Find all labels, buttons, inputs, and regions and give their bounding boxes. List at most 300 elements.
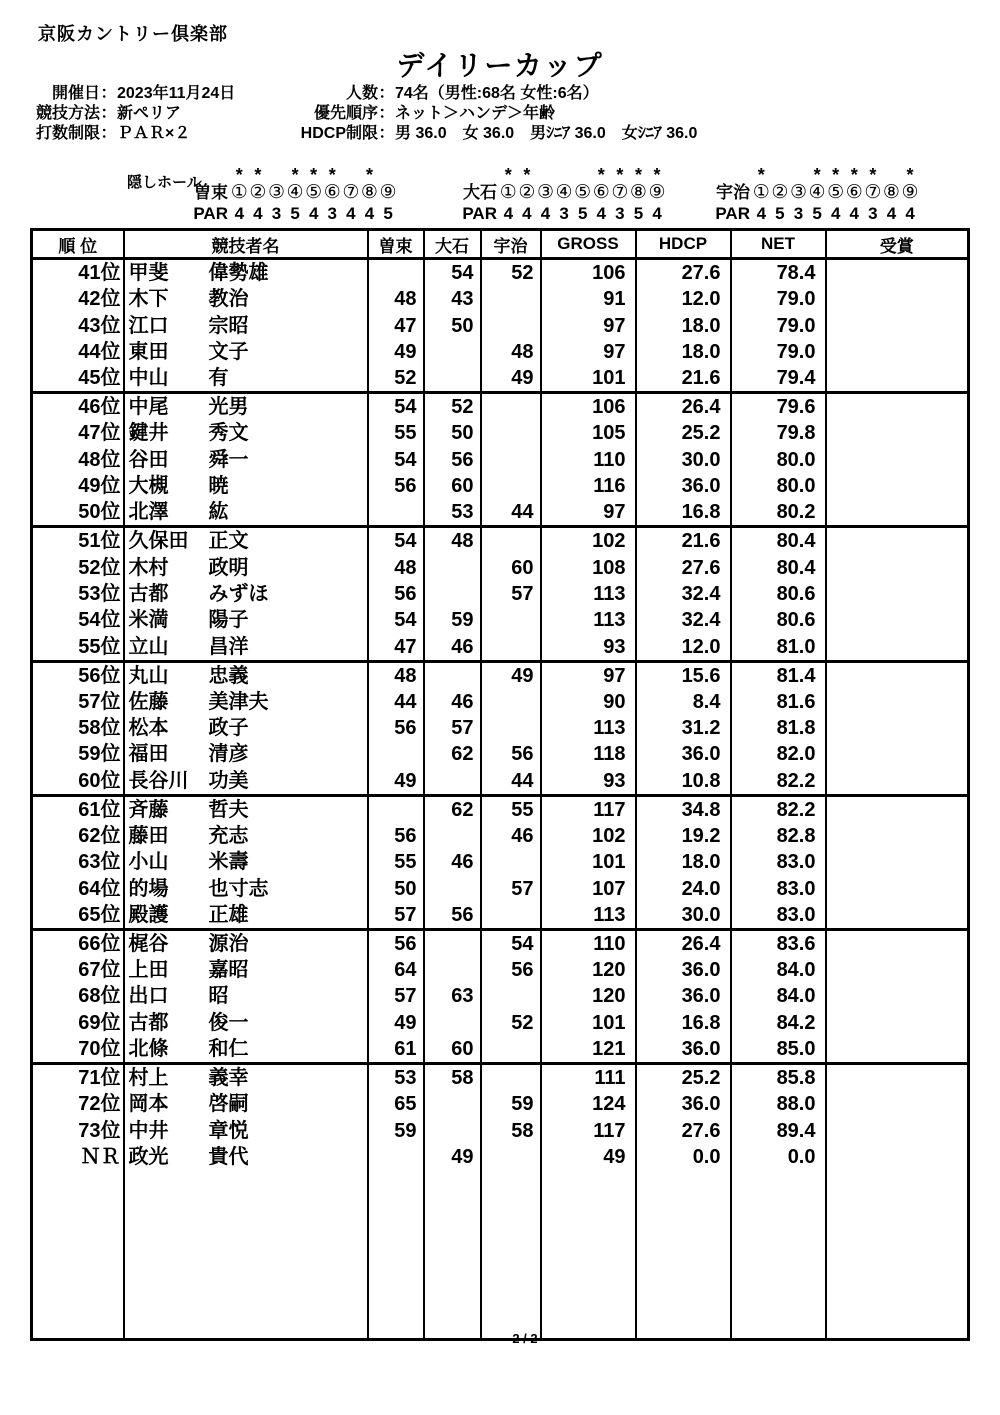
rank-cell: 52位	[32, 554, 124, 580]
hole-circle: ⑨	[379, 182, 397, 203]
award-cell	[826, 1091, 969, 1117]
oishi-score-cell: 54	[424, 259, 481, 287]
table-row	[32, 420, 969, 446]
table-header	[32, 230, 969, 259]
par-cell: 4	[253, 204, 263, 223]
table-row	[32, 1064, 969, 1092]
hdcp-cell: 16.8	[636, 1010, 731, 1036]
net-cell: 88.0	[731, 1091, 826, 1117]
hdcp-cell: 36.0	[636, 983, 731, 1009]
uji-score-cell	[481, 634, 541, 662]
uji-score-cell: 56	[481, 741, 541, 767]
gross-cell: 110	[541, 929, 636, 957]
oishi-score-cell: 58	[424, 1064, 481, 1092]
net-cell: 80.4	[731, 554, 826, 580]
page-title: デイリーカップ	[396, 50, 604, 81]
hdcp-cell: 36.0	[636, 473, 731, 499]
hole-circle: ⑨	[648, 182, 666, 203]
info-block-left	[30, 84, 235, 144]
gross-cell: 93	[541, 768, 636, 796]
table-row	[32, 849, 969, 875]
par-cell: 5	[383, 204, 393, 223]
hdcp-cell: 27.6	[636, 554, 731, 580]
info-value: ＰＡＲ×２	[117, 125, 191, 142]
hole-number-row	[698, 182, 919, 203]
gross-cell: 116	[541, 473, 636, 499]
hdcp-cell: 36.0	[636, 1091, 731, 1117]
net-cell: 0.0	[731, 1144, 826, 1170]
hole-circle: ⑦	[611, 182, 629, 203]
hdcp-cell: 8.4	[636, 689, 731, 715]
info-label: 競技方法	[35, 105, 100, 122]
hdcp-cell: 31.2	[636, 715, 731, 741]
table-row	[32, 286, 969, 312]
gross-cell: 101	[541, 849, 636, 875]
uji-score-cell: 60	[481, 554, 541, 580]
soto-score-cell: 56	[368, 823, 424, 849]
gross-cell: 113	[541, 715, 636, 741]
player-name-cell: 上田 嘉昭	[124, 957, 368, 983]
uji-score-cell: 52	[481, 259, 541, 287]
info-line-stroke-limit	[30, 124, 235, 144]
player-name-cell: 鍵井 秀文	[124, 420, 368, 446]
award-cell	[826, 447, 969, 473]
table-row	[32, 527, 969, 555]
soto-score-cell: 65	[368, 1091, 424, 1117]
col-header-award: 受賞	[826, 230, 969, 259]
award-cell	[826, 741, 969, 767]
hdcp-cell: 12.0	[636, 286, 731, 312]
net-cell: 84.0	[731, 957, 826, 983]
uji-score-cell: 44	[481, 768, 541, 796]
rank-cell: 42位	[32, 286, 124, 312]
net-cell: 83.0	[731, 849, 826, 875]
net-cell: 81.0	[731, 634, 826, 662]
oishi-score-cell	[424, 875, 481, 901]
award-cell	[826, 634, 969, 662]
rank-cell: 71位	[32, 1064, 124, 1092]
award-cell	[826, 286, 969, 312]
oishi-score-cell	[424, 661, 481, 689]
uji-score-cell	[481, 983, 541, 1009]
star-row	[445, 165, 666, 185]
info-value: 74名（男性:68名 女性:6名）	[395, 85, 599, 102]
table-row	[32, 795, 969, 823]
course-name-label: 大石	[463, 183, 497, 202]
award-cell	[826, 1036, 969, 1064]
table-row	[32, 554, 969, 580]
star-row	[698, 165, 919, 185]
award-cell	[826, 1117, 969, 1143]
soto-score-cell: 48	[368, 554, 424, 580]
net-cell: 85.0	[731, 1036, 826, 1064]
net-cell: 80.6	[731, 581, 826, 607]
soto-score-cell	[368, 1144, 424, 1170]
par-cell: 4	[346, 204, 356, 223]
rank-cell: 46位	[32, 393, 124, 421]
hole-number-row	[445, 182, 666, 203]
rank-cell: 72位	[32, 1091, 124, 1117]
oishi-score-cell: 56	[424, 447, 481, 473]
hidden-holes-label: 隠しホール	[127, 174, 202, 191]
oishi-score-cell	[424, 957, 481, 983]
player-name-cell: 古都 みずほ	[124, 581, 368, 607]
rank-group	[32, 1064, 969, 1340]
uji-score-cell	[481, 715, 541, 741]
award-cell	[826, 929, 969, 957]
player-name-cell: 中山 有	[124, 365, 368, 393]
gross-cell: 101	[541, 365, 636, 393]
player-name-cell: 米満 陽子	[124, 607, 368, 633]
player-name-cell: 中井 章悦	[124, 1117, 368, 1143]
soto-score-cell: 54	[368, 527, 424, 555]
soto-score-cell: 44	[368, 689, 424, 715]
rank-cell: 49位	[32, 473, 124, 499]
par-cell: 3	[271, 204, 282, 223]
star-cell	[379, 166, 398, 182]
info-block-right	[278, 84, 697, 144]
rank-cell: 51位	[32, 527, 124, 555]
hdcp-cell: 12.0	[636, 634, 731, 662]
info-label: 開催日	[51, 85, 100, 102]
info-label: HDCP制限	[300, 125, 378, 142]
table-row	[32, 1091, 969, 1117]
par-row	[698, 203, 919, 224]
empty-cell	[124, 1170, 368, 1339]
uji-score-cell: 49	[481, 365, 541, 393]
uji-score-cell: 58	[481, 1117, 541, 1143]
rank-cell: 53位	[32, 581, 124, 607]
net-cell: 79.6	[731, 393, 826, 421]
hdcp-cell: 0.0	[636, 1144, 731, 1170]
soto-score-cell: 48	[368, 286, 424, 312]
empty-cell	[481, 1170, 541, 1339]
hdcp-cell: 32.4	[636, 607, 731, 633]
uji-score-cell: 49	[481, 661, 541, 689]
page-number: 2 / 2	[512, 1331, 538, 1346]
gross-cell: 113	[541, 902, 636, 930]
player-name-cell: 松本 政子	[124, 715, 368, 741]
uji-score-cell: 48	[481, 339, 541, 365]
gross-cell: 101	[541, 1010, 636, 1036]
gross-cell: 121	[541, 1036, 636, 1064]
player-name-cell: 殿護 正雄	[124, 902, 368, 930]
soto-score-cell	[368, 741, 424, 767]
empty-cell	[826, 1170, 969, 1339]
uji-score-cell: 57	[481, 875, 541, 901]
rank-cell: 73位	[32, 1117, 124, 1143]
hdcp-cell: 26.4	[636, 929, 731, 957]
table-row	[32, 1144, 969, 1170]
table-row	[32, 259, 969, 287]
soto-score-cell: 50	[368, 875, 424, 901]
course-name-label: 曽束	[194, 183, 228, 202]
net-cell: 80.6	[731, 607, 826, 633]
net-cell: 83.6	[731, 929, 826, 957]
rank-cell: 67位	[32, 957, 124, 983]
soto-score-cell: 55	[368, 420, 424, 446]
rank-cell: 54位	[32, 607, 124, 633]
gross-cell: 91	[541, 286, 636, 312]
soto-score-cell: 53	[368, 1064, 424, 1092]
net-cell: 79.0	[731, 339, 826, 365]
net-cell: 85.8	[731, 1064, 826, 1092]
par-cell: 4	[308, 204, 319, 223]
oishi-score-cell: 50	[424, 420, 481, 446]
uji-score-cell: 54	[481, 929, 541, 957]
empty-cell	[731, 1170, 826, 1339]
col-header-name: 競技者名	[124, 230, 368, 259]
par-cell: 4	[652, 204, 662, 223]
soto-score-cell: 55	[368, 849, 424, 875]
table-row	[32, 1117, 969, 1143]
hdcp-cell: 15.6	[636, 661, 731, 689]
net-cell: 83.0	[731, 902, 826, 930]
award-cell	[826, 473, 969, 499]
gross-cell: 97	[541, 312, 636, 338]
table-row	[32, 607, 969, 633]
par-row	[176, 203, 397, 224]
uji-score-cell	[481, 689, 541, 715]
star-cell: *	[597, 165, 605, 185]
net-cell: 82.2	[731, 768, 826, 796]
col-header-hdcp: HDCP	[636, 230, 731, 259]
par-cell: 3	[559, 204, 569, 223]
player-name-cell: 村上 義幸	[124, 1064, 368, 1092]
soto-score-cell	[368, 259, 424, 287]
hdcp-cell: 24.0	[636, 875, 731, 901]
uji-score-cell	[481, 849, 541, 875]
hole-circle: ②	[518, 182, 536, 203]
hole-circle: ④	[286, 182, 304, 203]
table-row	[32, 634, 969, 662]
oishi-score-cell: 43	[424, 286, 481, 312]
net-cell: 81.4	[731, 661, 826, 689]
player-name-cell: 岡本 啓嗣	[124, 1091, 368, 1117]
rank-cell: 45位	[32, 365, 124, 393]
net-cell: 84.2	[731, 1010, 826, 1036]
star-cell: *	[616, 165, 624, 185]
oishi-score-cell: 49	[424, 1144, 481, 1170]
par-cell: 4	[886, 204, 897, 223]
rank-cell: 59位	[32, 741, 124, 767]
table-row	[32, 715, 969, 741]
star-cell: *	[310, 165, 318, 185]
par-cell: 5	[577, 204, 588, 223]
hidden-holes-course-oishi	[445, 166, 666, 224]
rank-cell: ＮＲ	[32, 1144, 124, 1170]
rank-cell: 55位	[32, 634, 124, 662]
rank-cell: 50位	[32, 499, 124, 527]
table-row	[32, 689, 969, 715]
gross-cell: 107	[541, 875, 636, 901]
soto-score-cell: 54	[368, 607, 424, 633]
star-cell: *	[523, 165, 531, 185]
player-name-cell: 小山 米壽	[124, 849, 368, 875]
results-table	[30, 228, 970, 1341]
par-label: PAR	[193, 204, 228, 223]
oishi-score-cell	[424, 929, 481, 957]
rank-group	[32, 795, 969, 929]
hdcp-cell: 36.0	[636, 957, 731, 983]
uji-score-cell	[481, 312, 541, 338]
info-separator: ：	[100, 85, 117, 102]
uji-score-cell: 59	[481, 1091, 541, 1117]
par-cell: 3	[868, 204, 878, 223]
rank-cell: 57位	[32, 689, 124, 715]
hidden-holes-course-soto	[176, 166, 397, 224]
hdcp-cell: 26.4	[636, 393, 731, 421]
hole-circle: ③	[536, 182, 554, 203]
hole-circle: ⑧	[629, 182, 647, 203]
soto-score-cell: 54	[368, 447, 424, 473]
soto-score-cell: 47	[368, 312, 424, 338]
soto-score-cell: 49	[368, 1010, 424, 1036]
hole-circle: ⑦	[342, 182, 360, 203]
hdcp-cell: 30.0	[636, 902, 731, 930]
hdcp-cell: 19.2	[636, 823, 731, 849]
player-name-cell: 福田 清彦	[124, 741, 368, 767]
par-label: PAR	[715, 204, 750, 223]
par-cell: 4	[830, 204, 841, 223]
player-name-cell: 北澤 紘	[124, 499, 368, 527]
hdcp-cell: 25.2	[636, 1064, 731, 1092]
hdcp-cell: 30.0	[636, 447, 731, 473]
uji-score-cell	[481, 393, 541, 421]
gross-cell: 97	[541, 499, 636, 527]
soto-score-cell: 52	[368, 365, 424, 393]
player-name-cell: 大槻 暁	[124, 473, 368, 499]
player-name-cell: 木下 教治	[124, 286, 368, 312]
rank-cell: 58位	[32, 715, 124, 741]
player-name-cell: 長谷川 功美	[124, 768, 368, 796]
hole-number-row	[176, 182, 397, 203]
uji-score-cell	[481, 1064, 541, 1092]
uji-score-cell: 57	[481, 581, 541, 607]
star-cell: *	[906, 165, 914, 185]
uji-score-cell: 55	[481, 795, 541, 823]
gross-cell: 97	[541, 661, 636, 689]
oishi-score-cell: 60	[424, 1036, 481, 1064]
oishi-score-cell: 60	[424, 473, 481, 499]
gross-cell: 93	[541, 634, 636, 662]
hole-circle: ⑤	[305, 182, 323, 203]
star-cell: *	[365, 165, 373, 185]
par-cell: 5	[812, 204, 822, 223]
soto-score-cell: 56	[368, 929, 424, 957]
rank-group	[32, 527, 969, 661]
par-cell: 5	[775, 204, 785, 223]
hole-circle: ③	[789, 182, 807, 203]
net-cell: 82.2	[731, 795, 826, 823]
rank-cell: 70位	[32, 1036, 124, 1064]
par-cell: 4	[364, 204, 375, 223]
star-cell: *	[653, 165, 661, 185]
soto-score-cell: 48	[368, 661, 424, 689]
rank-group	[32, 259, 969, 393]
info-line-participants	[278, 84, 697, 104]
star-cell: *	[869, 165, 877, 185]
player-name-cell: 中尾 光男	[124, 393, 368, 421]
star-cell	[882, 166, 901, 182]
star-cell: *	[634, 165, 642, 185]
par-label: PAR	[462, 204, 497, 223]
hdcp-cell: 10.8	[636, 768, 731, 796]
par-cell: 4	[503, 204, 514, 223]
course-name-label: 宇治	[716, 183, 750, 202]
hole-circle: ②	[249, 182, 267, 203]
hdcp-cell: 36.0	[636, 1036, 731, 1064]
gross-cell: 111	[541, 1064, 636, 1092]
info-separator: ：	[378, 125, 395, 142]
player-name-cell: 北條 和仁	[124, 1036, 368, 1064]
oishi-score-cell: 57	[424, 715, 481, 741]
rank-cell: 60位	[32, 768, 124, 796]
award-cell	[826, 365, 969, 393]
player-name-cell: 丸山 忠義	[124, 661, 368, 689]
award-cell	[826, 902, 969, 930]
info-separator: ：	[378, 85, 395, 102]
player-name-cell: 古都 俊一	[124, 1010, 368, 1036]
info-value: 男 36.0 女 36.0 男ｼﾆｱ 36.0 女ｼﾆｱ 36.0	[395, 125, 698, 142]
star-cell	[555, 166, 574, 182]
oishi-score-cell: 52	[424, 393, 481, 421]
oishi-score-cell: 46	[424, 849, 481, 875]
rank-cell: 65位	[32, 902, 124, 930]
info-separator: ：	[100, 125, 117, 142]
par-cell: 5	[290, 204, 300, 223]
soto-score-cell: 64	[368, 957, 424, 983]
hdcp-cell: 21.6	[636, 527, 731, 555]
soto-score-cell: 56	[368, 473, 424, 499]
rank-cell: 69位	[32, 1010, 124, 1036]
rank-cell: 41位	[32, 259, 124, 287]
table-row	[32, 661, 969, 689]
table-row	[32, 768, 969, 796]
oishi-score-cell: 46	[424, 634, 481, 662]
empty-row-label	[445, 166, 499, 182]
player-name-cell: 政光 貴代	[124, 1144, 368, 1170]
net-cell: 83.0	[731, 875, 826, 901]
soto-score-cell	[368, 499, 424, 527]
award-cell	[826, 795, 969, 823]
award-cell	[826, 849, 969, 875]
hole-circle: ⑨	[901, 182, 919, 203]
info-line-hdcp-limit	[278, 124, 697, 144]
col-header-gross: GROSS	[541, 230, 636, 259]
table-row	[32, 447, 969, 473]
soto-score-cell: 61	[368, 1036, 424, 1064]
table-row	[32, 875, 969, 901]
rank-group	[32, 393, 969, 527]
col-header-oishi: 大石	[424, 230, 481, 259]
net-cell: 80.2	[731, 499, 826, 527]
player-name-cell: 斉藤 哲夫	[124, 795, 368, 823]
uji-score-cell	[481, 607, 541, 633]
oishi-score-cell: 56	[424, 902, 481, 930]
rank-cell: 56位	[32, 661, 124, 689]
empty-filler-row	[32, 1170, 969, 1339]
oishi-score-cell	[424, 768, 481, 796]
star-cell	[789, 166, 808, 182]
info-line-date	[30, 84, 235, 104]
award-cell	[826, 715, 969, 741]
award-cell	[826, 823, 969, 849]
award-cell	[826, 1064, 969, 1092]
hdcp-cell: 18.0	[636, 849, 731, 875]
hole-circle: ⑥	[845, 182, 863, 203]
uji-score-cell: 56	[481, 957, 541, 983]
